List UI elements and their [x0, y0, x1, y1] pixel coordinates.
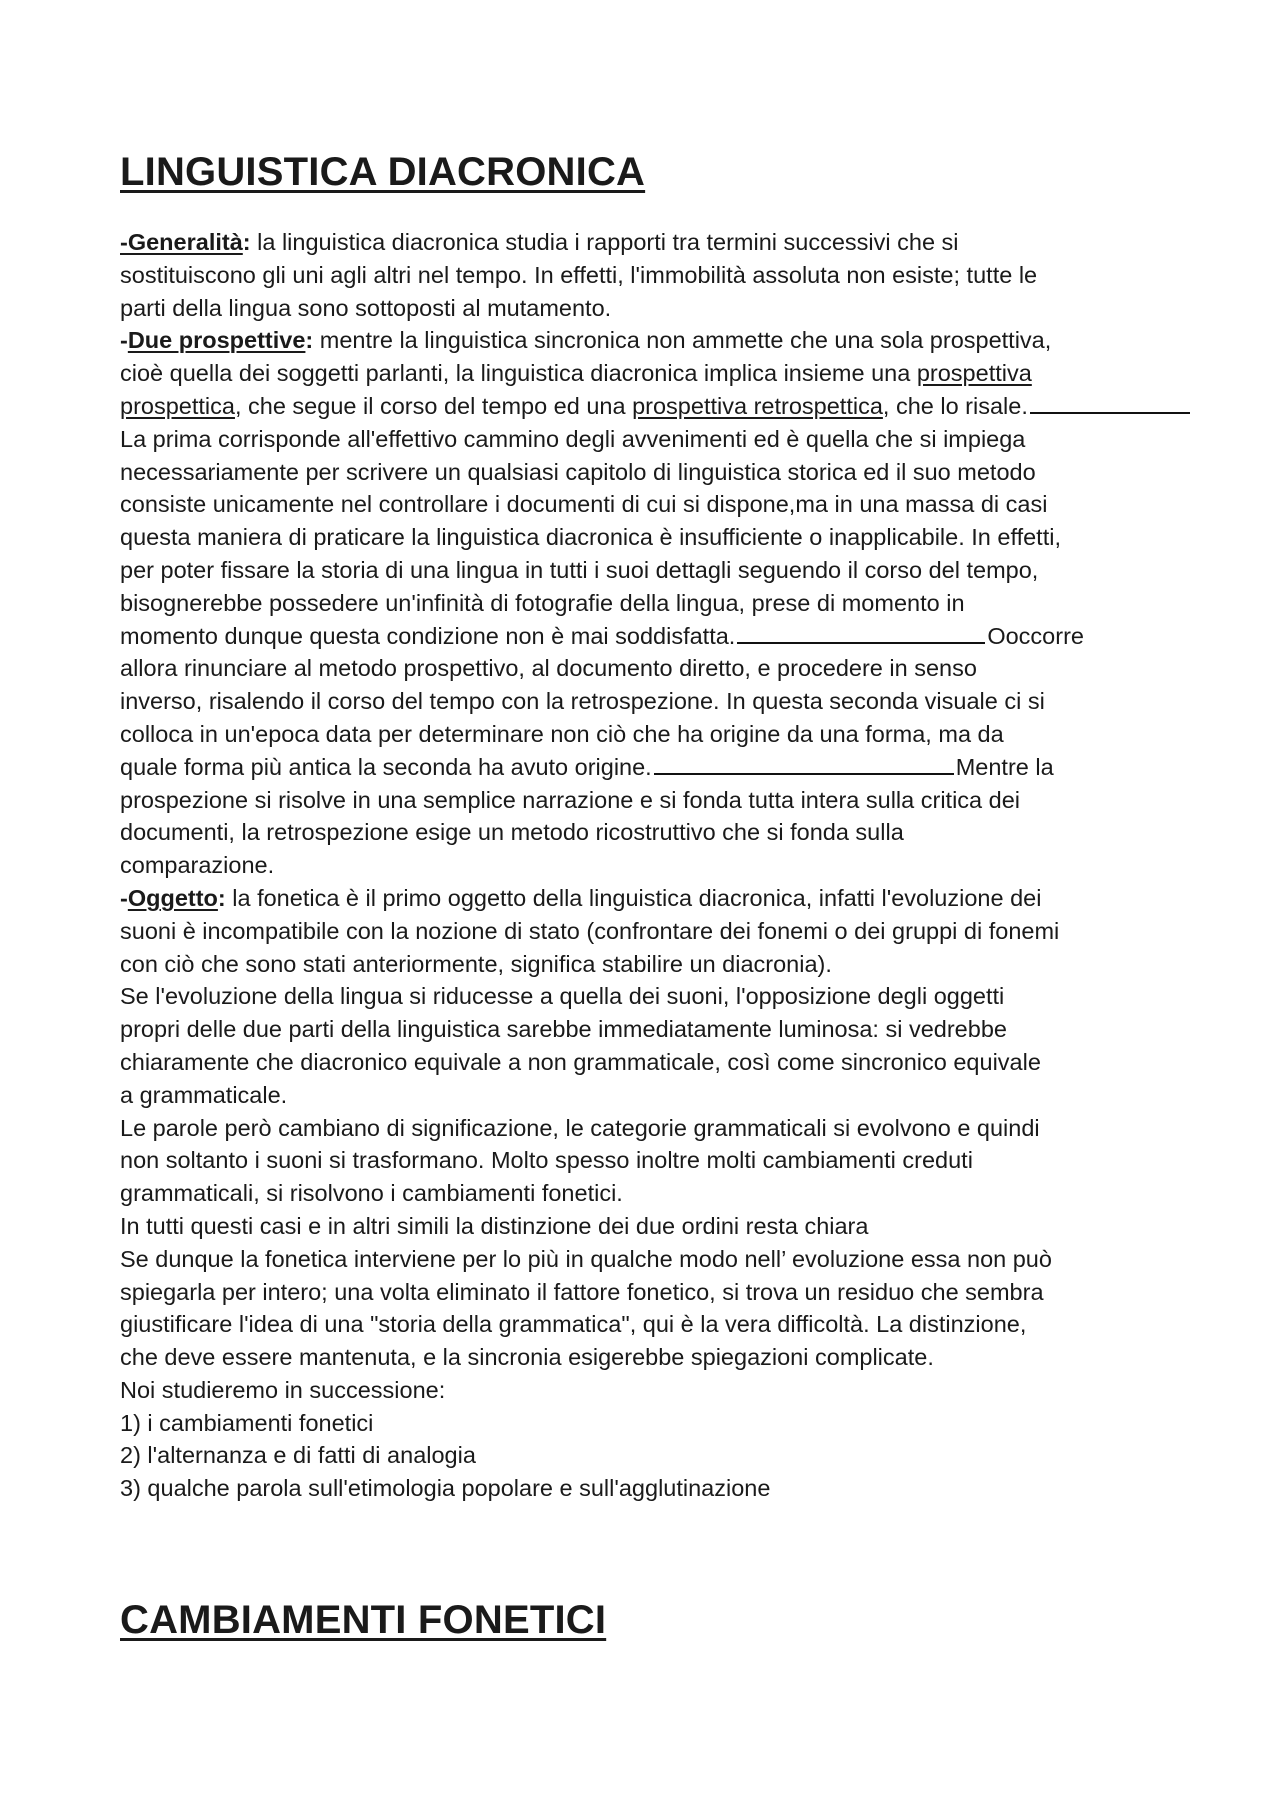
label-colon: : [242, 229, 251, 255]
blank-rule [737, 642, 985, 644]
text-line: In tutti questi casi e in altri simili la distinzione dei due ordini resta chiara [120, 1212, 869, 1239]
text-line: chiaramente che diacronico equivale a non grammaticale, così come sincronico equivale [120, 1048, 1041, 1075]
text-line: Noi studieremo in successione: [120, 1376, 446, 1403]
text-line: sostituiscono gli uni agli altri nel tempo. In effetti, l'immobilità assoluta non esiste; tutte le [120, 261, 1038, 288]
text-line: propri delle due parti della linguistica sarebbe immediatamente luminosa: si vedrebbe [120, 1016, 1007, 1043]
section-label-due-prospettive [120, 327, 313, 353]
text-line: prospezione si risolve in una semplice narrazione e si fonda tutta intera sulla critica dei [120, 786, 1020, 813]
text-line: Le parole però cambiano di significazione, le categorie grammaticali si evolvono e quindi [120, 1114, 1040, 1141]
text-line: necessariamente per scrivere un qualsiasi capitolo di linguistica storica ed il suo metodo [120, 458, 1036, 485]
list-item: 2) l'alternanza e di fatti di analogia [120, 1442, 476, 1469]
text-line: allora rinunciare al metodo prospettivo, al documento diretto, e procedere in senso [120, 655, 977, 682]
text-line: questa maniera di praticare la linguistica diacronica è insufficiente o inapplicabile. In effetti, [120, 524, 1061, 551]
label-dash: - [120, 884, 128, 911]
section-label-oggetto [120, 885, 226, 911]
text-line: spiegarla per intero; una volta eliminato il fattore fonetico, si trova un residuo che sembra [120, 1278, 1044, 1305]
text-segment: Ooccorre [987, 622, 1084, 649]
text-line: La prima corrisponde all'effettivo cammino degli avvenimenti ed è quella che si impiega [120, 425, 1026, 452]
text-line [120, 390, 1160, 423]
list-item: 1) i cambiamenti fonetici [120, 1409, 374, 1436]
underlined-term: prospettiva [916, 360, 1032, 387]
underlined-term: prospettiva retrospettica [632, 392, 883, 419]
body-text [120, 226, 1160, 1505]
blank-rule [1030, 412, 1190, 414]
text-line [120, 226, 1160, 259]
page-title: LINGUISTICA DIACRONICA [120, 150, 646, 194]
underlined-term: prospettica [120, 392, 235, 419]
text-line: suoni è incompatibile con la nozione di stato (confrontare dei fonemi o dei gruppi di fonemi [120, 917, 1060, 944]
section-label-text: Oggetto [127, 884, 218, 911]
text-line: Se l'evoluzione della lingua si riducesse a quella dei suoni, l'opposizione degli oggetti [120, 983, 1005, 1010]
text-line: con ciò che sono stati anteriormente, significa stabilire un diacronia). [120, 950, 832, 977]
text-segment: mentre la linguistica sincronica non ammette che una sola prospettiva, [313, 327, 1052, 354]
text-line: per poter fissare la storia di una lingua in tutti i suoi dettagli seguendo il corso del tempo, [120, 556, 1039, 583]
text-line: Se dunque la fonetica interviene per lo più in qualche modo nell’ evoluzione essa non può [120, 1245, 1052, 1272]
text-line [120, 324, 1160, 357]
text-segment: la linguistica diacronica studia i rapporti tra termini successivi che si [250, 229, 959, 255]
text-line: non soltanto i suoni si trasformano. Molto spesso inoltre molti cambiamenti creduti [120, 1147, 973, 1174]
text-segment: , che lo risale. [882, 392, 1028, 419]
text-line [120, 751, 1160, 784]
text-line: che deve essere mantenuta, e la sincronia esigerebbe spiegazioni complicate. [120, 1344, 934, 1371]
text-segment: cioè quella dei soggetti parlanti, la linguistica diacronica implica insieme una [120, 360, 917, 387]
text-segment: quale forma più antica la seconda ha avuto origine. [120, 753, 652, 780]
text-line: a grammaticale. [120, 1081, 288, 1108]
label-colon: : [305, 327, 314, 354]
text-line: grammaticali, si risolvono i cambiamenti fonetici. [120, 1180, 623, 1207]
label-colon: : [217, 884, 226, 911]
text-line: colloca in un'epoca data per determinare non ciò che ha origine da una forma, ma da [120, 720, 1004, 747]
text-line: documenti, la retrospezione esige un metodo ricostruttivo che si fonda sulla [120, 819, 904, 846]
text-line: parti della lingua sono sottoposti al mutamento. [120, 294, 612, 321]
text-segment: momento dunque questa condizione non è mai soddisfatta. [120, 622, 736, 649]
text-segment: , che segue il corso del tempo ed una [234, 392, 633, 419]
section-label-text: Due prospettive [127, 327, 306, 354]
text-line [120, 357, 1160, 390]
blank-rule [654, 773, 954, 775]
text-line: bisognerebbe possedere un'infinità di fotografie della lingua, prese di momento in [120, 589, 965, 616]
text-line: comparazione. [120, 852, 275, 879]
text-line: giustificare l'idea di una "storia della grammatica", qui è la vera difficoltà. La distinzione, [120, 1311, 1027, 1338]
text-line [120, 620, 1160, 653]
text-segment: la fonetica è il primo oggetto della linguistica diacronica, infatti l'evoluzione dei [225, 884, 1042, 911]
label-dash: - [120, 327, 128, 354]
text-line: consiste unicamente nel controllare i documenti di cui si dispone,ma in una massa di casi [120, 491, 1048, 518]
section-label-generalita [120, 229, 251, 255]
text-line: inverso, risalendo il corso del tempo con la retrospezione. In questa seconda visuale ci si [120, 688, 1045, 715]
list-item: 3) qualche parola sull'etimologia popolare e sull'agglutinazione [120, 1475, 771, 1502]
text-segment: Mentre la [955, 753, 1054, 780]
section-title-cambiamenti-fonetici: CAMBIAMENTI FONETICI [120, 1598, 607, 1642]
text-line [120, 882, 1160, 915]
section-label-text: -Generalità [120, 229, 243, 255]
